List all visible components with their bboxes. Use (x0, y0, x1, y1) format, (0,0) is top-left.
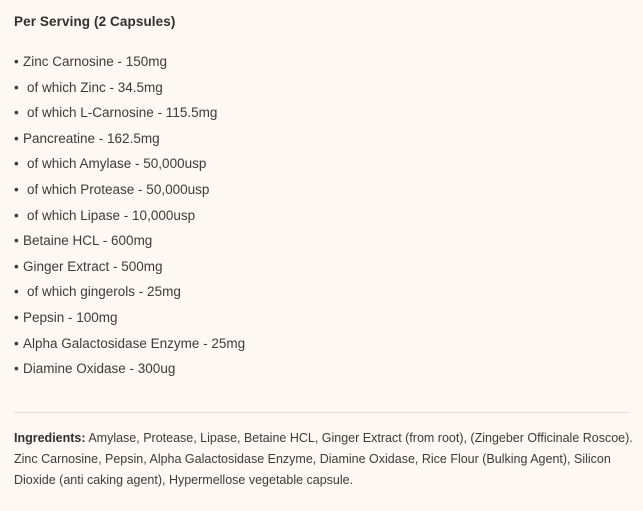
list-item-label: of which Amylase - 50,000usp (27, 156, 207, 172)
list-item (14, 100, 629, 126)
list-item-label: of which L-Carnosine - 115.5mg (27, 105, 218, 121)
ingredient-list (14, 49, 629, 382)
list-item-label: of which Zinc - 34.5mg (27, 79, 163, 95)
list-item (14, 331, 629, 357)
list-item (14, 177, 629, 203)
list-item-label: Betaine HCL - 600mg (23, 233, 153, 249)
bullet-icon: • (14, 233, 19, 249)
bullet-icon: • (14, 79, 19, 95)
list-item (14, 151, 629, 177)
list-item-label: Ginger Extract - 500mg (23, 258, 163, 274)
bullet-icon: • (14, 181, 19, 197)
list-item-label: Zinc Carnosine - 150mg (23, 54, 168, 69)
bullet-icon: • (14, 361, 19, 377)
page-title: Per Serving (2 Capsules) (14, 14, 176, 29)
list-item-label: of which gingerols - 25mg (27, 284, 181, 300)
bullet-icon: • (14, 207, 19, 223)
list-item-label: Diamine Oxidase - 300ug (23, 361, 176, 377)
list-item-label: Alpha Galactosidase Enzyme - 25mg (23, 335, 246, 351)
bullet-icon: • (14, 130, 19, 146)
ingredients-text: Amylase, Protease, Lipase, Betaine HCL, Ginger Extract (from root), (Zingeber Officinale Roscoe). Zinc Carnosine, Pepsin, Alpha Galactosidase Enzyme, Diamine Oxidase, Rice Flour (Bulking Agent), Silicon Dioxide (anti caking agent), Hypermellose vegetable capsule. (14, 431, 633, 487)
list-item-label: Pepsin - 100mg (23, 309, 118, 325)
bullet-icon: • (14, 258, 19, 274)
list-item (14, 203, 629, 229)
list-item-label: of which Protease - 50,000usp (27, 181, 210, 197)
list-item (14, 126, 629, 152)
bullet-icon: • (14, 284, 19, 300)
bullet-icon: • (14, 54, 19, 69)
ingredients-label: Ingredients: (14, 431, 86, 445)
list-item (14, 305, 629, 331)
list-item-label: of which Lipase - 10,000usp (27, 207, 196, 223)
bullet-icon: • (14, 309, 19, 325)
list-item (14, 49, 629, 75)
list-item (14, 254, 629, 280)
ingredients-footnote (14, 428, 635, 491)
bullet-icon: • (14, 156, 19, 172)
list-item (14, 279, 629, 305)
list-item (14, 228, 629, 254)
bullet-icon: • (14, 335, 19, 351)
list-item (14, 356, 629, 382)
bullet-icon: • (14, 105, 19, 121)
list-item-label: Pancreatine - 162.5mg (23, 130, 160, 146)
divider (14, 412, 629, 413)
list-item (14, 75, 629, 101)
